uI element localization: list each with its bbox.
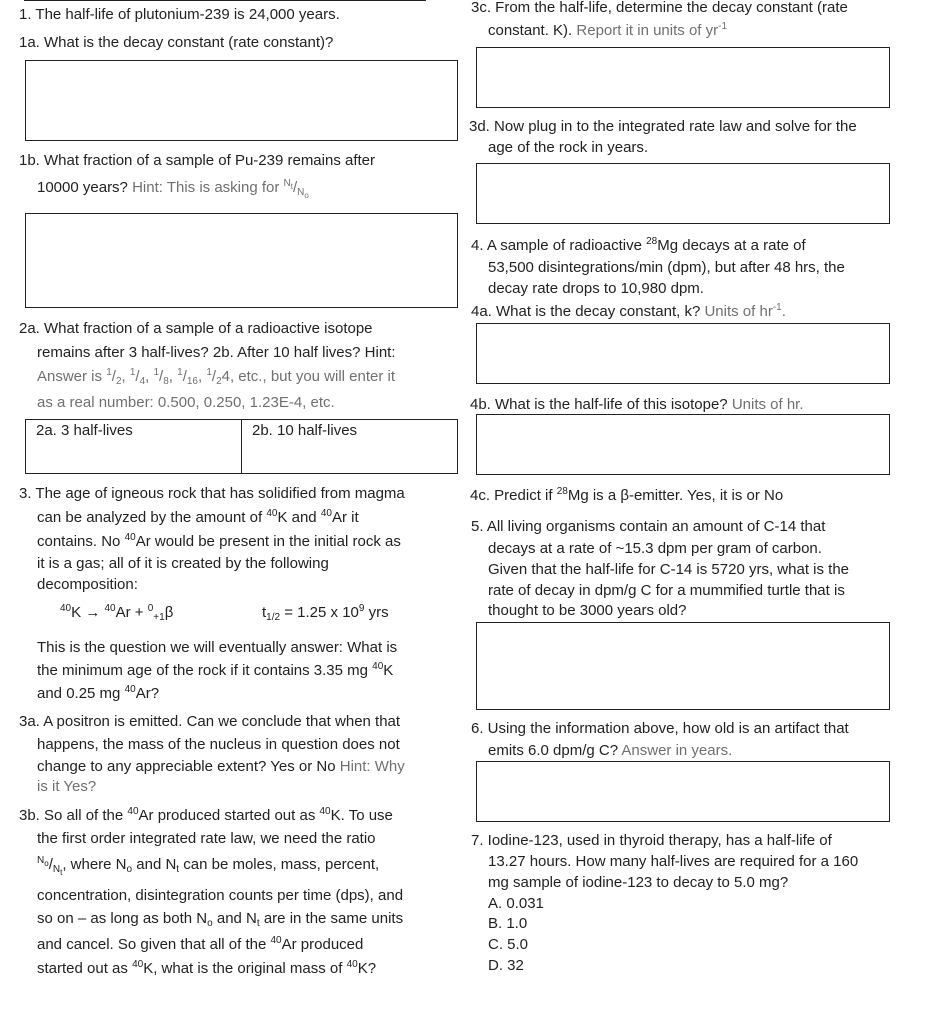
q2a-cell[interactable]: 2a. 3 half-lives [26,420,242,473]
q2-question-line2: remains after 3 half-lives? 2b. After 10 half lives? Hint: [37,344,396,361]
q3a-line2: happens, the mass of the nucleus in question does not [37,736,400,753]
q3-goal-line1: This is the question we will eventually answer: What is [37,639,398,656]
q7-option-a[interactable]: A. 0.031 [488,895,544,912]
q1-title: 1. The half-life of plutonium-239 is 24,000 years. [19,6,340,23]
q6-line2: emits 6.0 dpm/g C? Answer in years. [488,742,733,759]
decay-equation: $^{40}$K → $^{40}$Ar + $^0_{+1}$β [60,603,174,623]
q4-line3: decay rate drops to 10,980 dpm. [488,280,704,297]
q3d-line1: 3d. Now plug in to the integrated rate law and solve for the [469,118,857,135]
q3b-line2: the first order integrated rate law, we need the ratio [37,830,376,847]
q7-option-c[interactable]: C. 5.0 [488,936,529,953]
q3d-line2: age of the rock in years. [488,139,649,156]
q1a-question: 1a. What is the decay constant (rate constant)? [19,34,334,51]
q7-line2: 13.27 hours. How many half-lives are required for a 160 [488,853,859,870]
q4-line2: 53,500 disintegrations/min (dpm), but after 48 hrs, the [488,259,845,276]
q3a-line3: change to any appreciable extent? Yes or No Hint: Why [37,758,405,775]
q3-line4: it is a gas; all of it is created by the following [37,555,329,572]
q2-question-line1: 2a. What fraction of a sample of a radioactive isotope [19,320,373,337]
q1b-question-line2: 10000 years? Hint: This is asking for $^{N_t}/_{N_o}$ [37,178,309,200]
top-rule [24,0,426,1]
q3-goal-line3: and 0.25 mg $^{40}$Ar? [37,684,160,702]
q3c-line1: 3c. From the half-life, determine the decay constant (rate [471,0,848,16]
q4-line1: 4. A sample of radioactive $^{28}$Mg decays at a rate of [471,236,806,254]
q3-line1: 3. The age of igneous rock that has solidified from magma [19,485,405,502]
q3c-answer-box[interactable] [476,47,890,108]
q3b-line4: concentration, disintegration counts per time (dps), and [37,887,404,904]
q6-line1: 6. Using the information above, how old is an artifact that [471,720,849,737]
q5-line3: Given that the half-life for C-14 is 5720 yrs, what is the [488,561,850,578]
q3a-line1: 3a. A positron is emitted. Can we conclude that when that [19,713,401,730]
q5-line1: 5. All living organisms contain an amount of C-14 that [471,518,826,535]
q3c-hint: Report it in units of $yr^{-1}$ [576,21,728,39]
q2-hint-line4: as a real number: 0.500, 0.250, 1.23E-4, etc. [37,394,335,411]
q4b-answer-box[interactable] [476,414,890,475]
q4a-answer-box[interactable] [476,323,890,384]
q1a-answer-box[interactable] [25,60,458,141]
q5-line5: thought to be 3000 years old? [488,602,687,619]
q4a-question: 4a. What is the decay constant, k? Units of $hr^{-1}$. [471,302,786,320]
q3d-answer-box[interactable] [476,163,890,224]
q2-answer-table [25,419,458,474]
q3a-line4: is it Yes? [37,778,97,795]
q5-answer-box[interactable] [476,622,890,710]
q4c-question: 4c. Predict if $^{28}$Mg is a β-emitter. Yes, it is or No [470,486,784,504]
q3b-line5: so on – as long as both $N_o$ and $N_t$ are in the same units [37,910,404,929]
q3b-line7: started out as $^{40}$K, what is the original mass of $^{40}$K? [37,959,377,977]
q3-line3: contains. No $^{40}$Ar would be present in the initial rock as [37,532,401,550]
q5-line2: decays at a rate of ~15.3 dpm per gram of carbon. [488,540,822,557]
q3b-line3: $^{N_o}/_{N_t}$, where $N_o$ and $N_t$ can be moles, mass, percent, [37,855,380,877]
q3c-line2: constant. K). Report it in units of $yr^{-1}$ [488,21,728,39]
q2-hint-line3: Answer is $^1/_2$, $^1/_4$, $^1/_8$, $^1/_{16}$, $^1/_24$, etc., but you will enter it [37,367,396,387]
q1b-hint: Hint: This is asking for [132,179,280,196]
half-life-equation: $t_{1/2} = 1.25$ x $10^9$ yrs [262,603,389,623]
q3-line5: decomposition: [37,576,138,593]
q5-line4: rate of decay in dpm/g C for a mummified turtle that is [488,582,845,599]
q4b-question: 4b. What is the half-life of this isotope? Units of hr. [470,396,804,413]
q7-line1: 7. Iodine-123, used in thyroid therapy, has a half-life of [471,832,832,849]
q7-option-b[interactable]: B. 1.0 [488,915,528,932]
q3b-line6: and cancel. So given that all of the $^{40}$Ar produced [37,935,364,953]
q7-option-d[interactable]: D. 32 [488,957,524,974]
q3-line2: can be analyzed by the amount of $^{40}$K and $^{40}$Ar it [37,508,359,526]
q1b-answer-box[interactable] [25,213,458,308]
q1b-question: 1b. What fraction of a sample of Pu-239 remains after [19,152,376,169]
q7-line3: mg sample of iodine-123 to decay to 5.0 mg? [488,874,789,891]
q3b-line1: 3b. So all of the $^{40}$Ar produced started out as $^{40}$K. To use [19,806,393,824]
q3-goal-line2: the minimum age of the rock if it contains 3.35 mg $^{40}$K [37,661,394,679]
q2b-cell[interactable]: 2b. 10 half-lives [252,422,358,439]
q6-answer-box[interactable] [476,761,890,822]
arrow-icon: → [85,604,101,621]
